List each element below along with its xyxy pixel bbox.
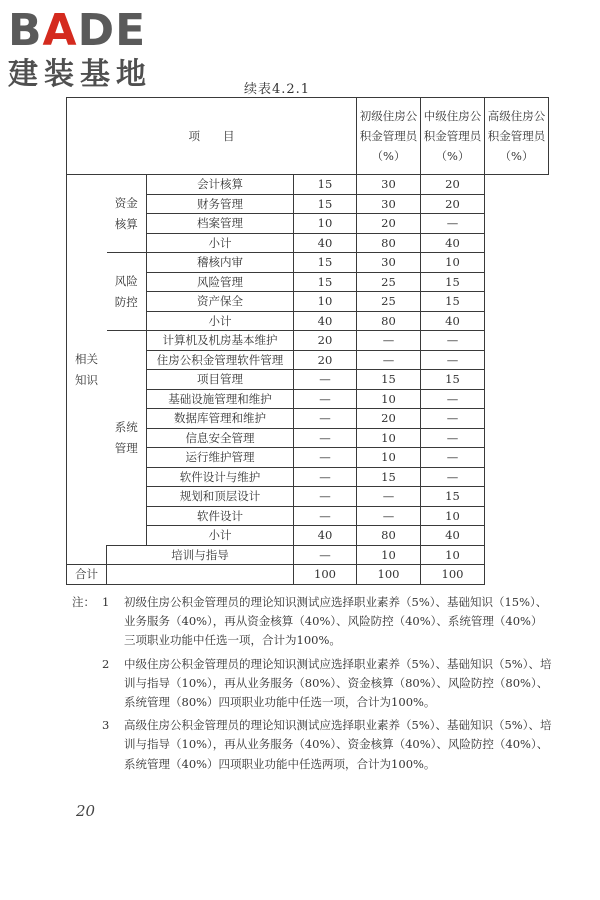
row-item: 软件设计: [147, 506, 294, 526]
row-item: 财务管理: [147, 194, 294, 214]
cell-senior: 15: [421, 370, 485, 390]
cell-junior: 15: [294, 175, 357, 195]
cell-middle: 80: [357, 526, 421, 546]
cell-junior: —: [294, 545, 357, 565]
cell-senior: —: [421, 448, 485, 468]
page-number: 20: [76, 802, 96, 820]
header-item: 项 目: [67, 98, 357, 175]
cell-senior: 10: [421, 253, 485, 273]
cell-junior: —: [294, 448, 357, 468]
notes: [72, 593, 552, 778]
cell-middle: 25: [357, 272, 421, 292]
cell-junior: 15: [294, 253, 357, 273]
cell-junior: 15: [294, 194, 357, 214]
cell-junior: —: [294, 506, 357, 526]
note-text: 初级住房公积金管理员的理论知识测试应选择职业素养（5%）、基础知识（15%）、业务服务（40%），再从资金核算（40%）、风险防控（40%）、系统管理（40%）三项职业功能中任选一项，合计为100%。: [124, 595, 548, 648]
row-item: 小计: [147, 233, 294, 253]
cell-middle: 80: [357, 233, 421, 253]
cell-middle: 80: [357, 311, 421, 331]
row-item: 风险管理: [147, 272, 294, 292]
logo-subtitle: 建装基地: [8, 57, 152, 92]
group-label-related-knowledge: [67, 175, 107, 565]
header-junior: [357, 98, 421, 175]
cell-junior: —: [294, 389, 357, 409]
knowledge-weight-table: [66, 97, 549, 585]
header-senior-line: （%）: [499, 149, 534, 163]
cell-junior: —: [294, 409, 357, 429]
note-item: [72, 655, 552, 713]
note-number: 1: [102, 595, 110, 609]
cell-junior: 40: [294, 311, 357, 331]
section-label: [107, 253, 147, 331]
cell-senior: 10: [421, 506, 485, 526]
header-junior-line: 初级住房公: [359, 109, 418, 123]
header-senior-line: 高级住房公: [487, 109, 546, 123]
cell-senior: —: [421, 389, 485, 409]
header-senior: [485, 98, 549, 175]
header-senior-line: 积金管理员: [487, 129, 546, 143]
cell-middle: 30: [357, 253, 421, 273]
cell-middle: —: [357, 331, 421, 351]
table-header-row: [67, 98, 549, 175]
note-item: [72, 593, 552, 651]
cell-senior: 15: [421, 292, 485, 312]
cell-senior: —: [421, 409, 485, 429]
cell-junior: 40: [294, 526, 357, 546]
header-middle-line: 积金管理员: [423, 129, 482, 143]
cell-middle: 10: [357, 545, 421, 565]
cell-junior: —: [294, 487, 357, 507]
note-number: 2: [102, 656, 110, 671]
header-middle-line: 中级住房公: [423, 109, 482, 123]
note-text: 中级住房公积金管理员的理论知识测试应选择职业素养（5%）、基础知识（5%）、培训与指导（10%），再从业务服务（80%）、资金核算（80%）、风险防控（80%）、系统管理（80%）四项职业功能中任选一项，合计为100%。: [124, 656, 552, 710]
note-item: [72, 716, 552, 774]
total-label: 合计: [67, 565, 107, 585]
cell-senior: 15: [421, 487, 485, 507]
cell-junior: —: [294, 370, 357, 390]
table-row: [67, 253, 549, 273]
row-item: 项目管理: [147, 370, 294, 390]
cell-senior: 40: [421, 311, 485, 331]
cell-junior: 40: [294, 233, 357, 253]
row-item: 基础设施管理和维护: [147, 389, 294, 409]
row-item: 小计: [147, 526, 294, 546]
cell-senior: 40: [421, 233, 485, 253]
row-item: 小计: [147, 311, 294, 331]
row-item: 软件设计与维护: [147, 467, 294, 487]
cell-middle: 30: [357, 194, 421, 214]
cell-middle: 20: [357, 214, 421, 234]
total-senior: 100: [421, 565, 485, 585]
cell-middle: 10: [357, 448, 421, 468]
cell-junior: 20: [294, 331, 357, 351]
notes-label: 注：: [72, 595, 95, 609]
cell-senior: —: [421, 467, 485, 487]
cell-middle: —: [357, 350, 421, 370]
table-caption: 续表4.2.1: [244, 82, 311, 97]
group-label-related-knowledge-text: 相关知识: [75, 351, 98, 387]
cell-senior: 10: [421, 545, 485, 565]
cell-senior: 20: [421, 175, 485, 195]
section-label: [107, 331, 147, 546]
row-item: 住房公积金管理软件管理: [147, 350, 294, 370]
section-label-text: 风险防控: [114, 273, 138, 309]
cell-middle: 10: [357, 389, 421, 409]
cell-middle: —: [357, 506, 421, 526]
cell-middle: 25: [357, 292, 421, 312]
cell-middle: —: [357, 487, 421, 507]
cell-junior: 10: [294, 214, 357, 234]
header-junior-line: （%）: [371, 149, 406, 163]
cell-junior: —: [294, 467, 357, 487]
row-item: 资产保全: [147, 292, 294, 312]
note-number: 3: [102, 718, 110, 733]
total-junior: 100: [294, 565, 357, 585]
bade-logo: [8, 5, 178, 93]
row-item: 运行维护管理: [147, 448, 294, 468]
row-item: 会计核算: [147, 175, 294, 195]
table-row: [67, 175, 549, 195]
cell-middle: 15: [357, 467, 421, 487]
table-row: [67, 545, 549, 565]
cell-senior: —: [421, 214, 485, 234]
cell-senior: —: [421, 428, 485, 448]
note-text: 高级住房公积金管理员的理论知识测试应选择职业素养（5%）、基础知识（5%）、培训与指导（10%），再从业务服务（40%）、资金核算（40%）、风险防控（40%）、系统管理（40%）四项职业功能中任选两项，合计为100%。: [124, 718, 552, 771]
logo-wordmark: BADE: [8, 5, 147, 56]
row-item: 规划和顶层设计: [147, 487, 294, 507]
cell-junior: 10: [294, 292, 357, 312]
section-label-text: 资金核算: [114, 195, 138, 231]
table-row: [67, 331, 549, 351]
section-label-text: 系统管理: [114, 419, 138, 455]
header-middle-line: （%）: [435, 149, 470, 163]
row-item: 计算机及机房基本维护: [147, 331, 294, 351]
cell-middle: 10: [357, 428, 421, 448]
cell-middle: 15: [357, 370, 421, 390]
table-total-row: [67, 565, 549, 585]
row-item: 信息安全管理: [147, 428, 294, 448]
cell-junior: 20: [294, 350, 357, 370]
cell-middle: 20: [357, 409, 421, 429]
row-item-training: 培训与指导: [107, 545, 294, 565]
header-junior-line: 积金管理员: [359, 129, 418, 143]
row-item: 稽核内审: [147, 253, 294, 273]
cell-senior: 40: [421, 526, 485, 546]
row-item: 档案管理: [147, 214, 294, 234]
cell-senior: —: [421, 350, 485, 370]
cell-junior: —: [294, 428, 357, 448]
cell-senior: —: [421, 331, 485, 351]
header-middle: [421, 98, 485, 175]
row-item: 数据库管理和维护: [147, 409, 294, 429]
cell-senior: 15: [421, 272, 485, 292]
total-middle: 100: [357, 565, 421, 585]
cell-middle: 30: [357, 175, 421, 195]
cell-junior: 15: [294, 272, 357, 292]
total-blank: [107, 565, 294, 585]
section-label: [107, 175, 147, 253]
cell-senior: 20: [421, 194, 485, 214]
